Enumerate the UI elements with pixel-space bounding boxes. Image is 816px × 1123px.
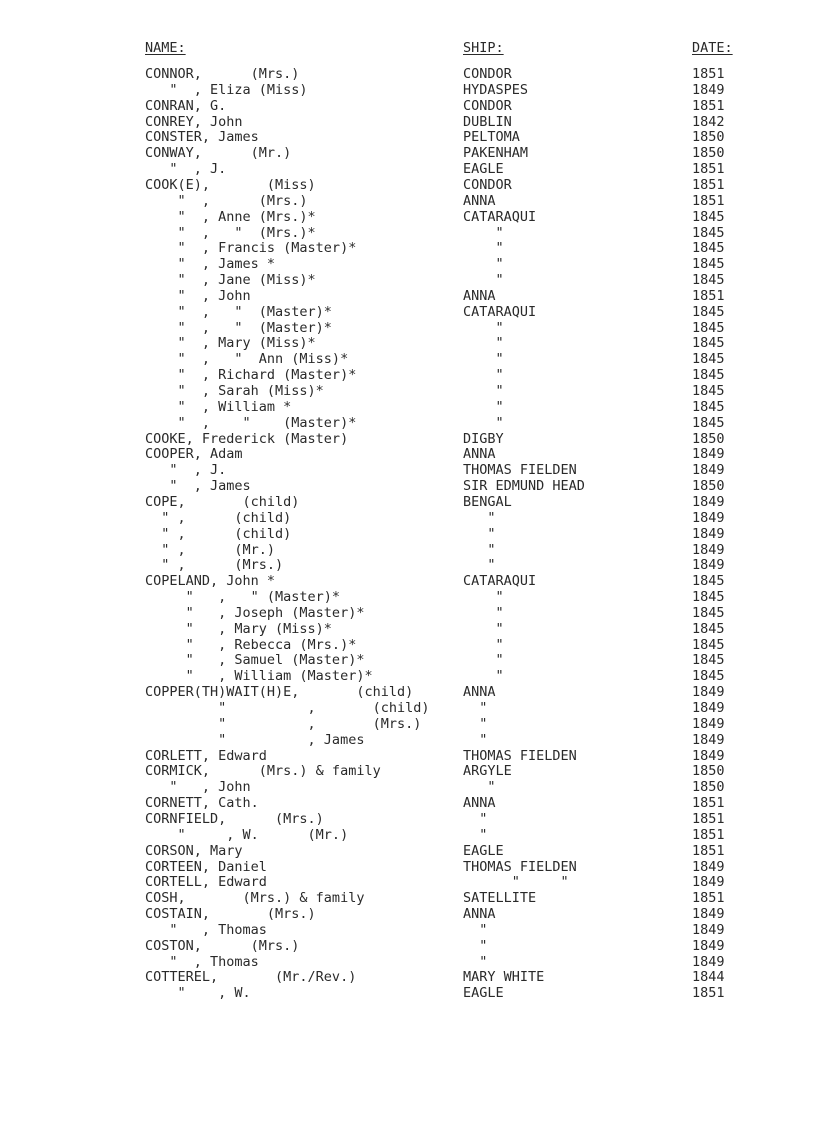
table-row [0, 367, 816, 383]
arrival-date: 1845 [692, 303, 725, 320]
passenger-name: " , (Mrs.) [145, 715, 422, 732]
ship-name: " [463, 700, 488, 716]
passenger-name: " , Joseph (Master)* [145, 604, 365, 621]
arrival-date: 1845 [692, 604, 725, 621]
arrival-date: 1845 [692, 272, 725, 289]
passenger-name: " , (child) [145, 700, 430, 716]
ship-name: " " [463, 874, 569, 891]
ship-name: ANNA [463, 906, 496, 923]
arrival-date: 1849 [692, 731, 725, 748]
passenger-name: " , Francis (Master)* [145, 240, 357, 257]
arrival-date: 1849 [692, 874, 725, 891]
ship-name: THOMAS FIELDEN [463, 462, 577, 479]
arrival-date: 1849 [692, 541, 725, 558]
table-row [0, 240, 816, 256]
arrival-date: 1851 [692, 66, 725, 82]
arrival-date: 1845 [692, 620, 725, 637]
ship-name: " [463, 953, 488, 970]
table-row [0, 177, 816, 193]
ship-name: HYDASPES [463, 81, 529, 98]
passenger-name: " , Mary (Miss)* [145, 620, 332, 637]
ship-name: PAKENHAM [463, 145, 529, 162]
arrival-date: 1845 [692, 351, 725, 368]
table-row [0, 335, 816, 351]
passenger-name: " , " (Master)* [145, 303, 332, 320]
arrival-date: 1851 [692, 842, 725, 859]
ship-name: " [463, 319, 504, 336]
passenger-name: " , Sarah (Miss)* [145, 383, 324, 399]
table-row [0, 874, 816, 890]
arrival-date: 1849 [692, 509, 725, 526]
table-row [0, 256, 816, 272]
table-row [0, 969, 816, 985]
passenger-name: COSTON, (Mrs.) [145, 937, 300, 954]
passenger-name: " , Rebecca (Mrs.)* [145, 636, 357, 653]
table-row [0, 589, 816, 605]
ship-name: " [463, 668, 504, 685]
passenger-name: COOKE, Frederick (Master) [145, 430, 349, 447]
table-row [0, 98, 816, 114]
ship-name: " [463, 715, 488, 732]
passenger-name: " , " (Master)* [145, 414, 357, 431]
ship-name: " [463, 335, 504, 352]
passenger-name: CORTELL, Edward [145, 874, 267, 891]
arrival-date: 1842 [692, 113, 725, 130]
passenger-name: " , (child) [145, 509, 292, 526]
passenger-name: " , Jane (Miss)* [145, 272, 316, 289]
table-row [0, 399, 816, 415]
arrival-date: 1849 [692, 446, 725, 463]
ship-name: ANNA [463, 287, 496, 304]
arrival-date: 1849 [692, 937, 725, 954]
header-ship: SHIP: [463, 40, 504, 56]
table-row [0, 161, 816, 177]
arrival-date: 1849 [692, 700, 725, 716]
passenger-name: COSTAIN, (Mrs.) [145, 906, 316, 923]
ship-name: CATARAQUI [463, 303, 537, 320]
ship-name: " [463, 921, 488, 938]
arrival-date: 1845 [692, 636, 725, 653]
ship-name: " [463, 620, 504, 637]
passenger-name: CONRAN, G. [145, 97, 227, 114]
ship-name: " [463, 509, 496, 526]
ship-name: " [463, 731, 488, 748]
table-row [0, 573, 816, 589]
table-row [0, 716, 816, 732]
arrival-date: 1849 [692, 921, 725, 938]
ship-name: MARY WHITE [463, 969, 545, 986]
ship-name: EAGLE [463, 161, 504, 178]
arrival-date: 1849 [692, 557, 725, 574]
ship-name: SATELLITE [463, 890, 537, 907]
passenger-name: " , Samuel (Master)* [145, 652, 365, 669]
ship-name: " [463, 240, 504, 257]
table-row [0, 938, 816, 954]
ship-name: " [463, 779, 496, 796]
table-row [0, 351, 816, 367]
table-row [0, 510, 816, 526]
passenger-name: " , Mary (Miss)* [145, 335, 316, 352]
passenger-name: " , (Mrs.) [145, 557, 284, 574]
ship-name: " [463, 636, 504, 653]
passenger-name: " , " (Master)* [145, 319, 332, 336]
ship-name: CONDOR [463, 66, 512, 82]
arrival-date: 1851 [692, 890, 725, 907]
table-row [0, 827, 816, 843]
arrival-date: 1845 [692, 208, 725, 225]
passenger-name: " , Thomas [145, 921, 267, 938]
table-row [0, 795, 816, 811]
table-row [0, 82, 816, 98]
ship-name: " [463, 351, 504, 368]
table-row [0, 288, 816, 304]
table-row [0, 526, 816, 542]
table-row [0, 922, 816, 938]
arrival-date: 1850 [692, 763, 725, 780]
arrival-date: 1845 [692, 398, 725, 415]
ship-name: THOMAS FIELDEN [463, 858, 577, 875]
table-row [0, 621, 816, 637]
passenger-name: COOPER, Adam [145, 446, 243, 463]
arrival-date: 1849 [692, 493, 725, 510]
ship-name: EAGLE [463, 985, 504, 1002]
passenger-name: " , Thomas [145, 953, 259, 970]
passenger-name: " , (Mr.) [145, 541, 276, 558]
passenger-name: COTTEREL, (Mr./Rev.) [145, 969, 357, 986]
table-row [0, 383, 816, 399]
passenger-name: " , J. [145, 161, 227, 178]
arrival-date: 1845 [692, 319, 725, 336]
arrival-date: 1845 [692, 367, 725, 384]
passenger-name: " , John [145, 779, 251, 796]
passenger-name: " , W. [145, 985, 251, 1002]
arrival-date: 1851 [692, 176, 725, 193]
arrival-date: 1850 [692, 430, 725, 447]
ship-name: SIR EDMUND HEAD [463, 478, 585, 495]
table-row [0, 209, 816, 225]
table-row [0, 637, 816, 653]
table-row [0, 906, 816, 922]
table-row [0, 114, 816, 130]
ship-name: " [463, 383, 504, 399]
arrival-date: 1849 [692, 747, 725, 764]
table-row [0, 985, 816, 1001]
ship-name: ANNA [463, 446, 496, 463]
arrival-date: 1850 [692, 129, 725, 146]
passenger-name: " , W. (Mr.) [145, 826, 349, 843]
passenger-name: CORNETT, Cath. [145, 795, 259, 812]
passenger-name: " , James [145, 478, 251, 495]
passenger-name: " , (Mrs.) [145, 192, 308, 209]
table-row [0, 557, 816, 573]
ship-name: CATARAQUI [463, 573, 537, 590]
passenger-name: COOK(E), (Miss) [145, 176, 316, 193]
table-row [0, 890, 816, 906]
ship-name: ARGYLE [463, 763, 512, 780]
ship-name: ANNA [463, 684, 496, 701]
passenger-name: COPELAND, John * [145, 573, 276, 590]
passenger-name: CORLETT, Edward [145, 747, 267, 764]
ship-name: " [463, 398, 504, 415]
arrival-date: 1849 [692, 462, 725, 479]
table-row [0, 193, 816, 209]
table-row [0, 732, 816, 748]
ship-name: " [463, 525, 496, 542]
passenger-name: " , James [145, 731, 365, 748]
table-row [0, 954, 816, 970]
passenger-name: " , J. [145, 462, 227, 479]
arrival-date: 1849 [692, 525, 725, 542]
ship-name: " [463, 937, 488, 954]
arrival-date: 1844 [692, 969, 725, 986]
arrival-date: 1845 [692, 589, 725, 606]
arrival-date: 1845 [692, 335, 725, 352]
table-row [0, 304, 816, 320]
ship-name: " [463, 557, 496, 574]
passenger-name: CONREY, John [145, 113, 243, 130]
passenger-name: CORNFIELD, (Mrs.) [145, 810, 324, 827]
table-row [0, 652, 816, 668]
table-row [0, 66, 816, 82]
arrival-date: 1851 [692, 287, 725, 304]
passenger-name: " , " Ann (Miss)* [145, 351, 349, 368]
arrival-date: 1851 [692, 192, 725, 209]
table-row [0, 431, 816, 447]
arrival-date: 1849 [692, 953, 725, 970]
column-headers [0, 40, 816, 56]
arrival-date: 1851 [692, 985, 725, 1002]
table-row [0, 446, 816, 462]
table-row [0, 843, 816, 859]
passenger-name: COPPER(TH)WAIT(H)E, (child) [145, 684, 414, 701]
arrival-date: 1850 [692, 145, 725, 162]
table-row [0, 859, 816, 875]
table-row [0, 415, 816, 431]
arrival-date: 1850 [692, 779, 725, 796]
ship-name: " [463, 541, 496, 558]
arrival-date: 1851 [692, 795, 725, 812]
passenger-name: " , " (Master)* [145, 589, 341, 606]
ship-name: " [463, 826, 488, 843]
arrival-date: 1845 [692, 256, 725, 273]
passenger-name: CONNOR, (Mrs.) [145, 66, 300, 82]
arrival-date: 1849 [692, 81, 725, 98]
header-date: DATE: [692, 40, 733, 56]
passenger-name: CORTEEN, Daniel [145, 858, 267, 875]
passenger-name: CONWAY, (Mr.) [145, 145, 292, 162]
passenger-name: " , James * [145, 256, 276, 273]
ship-name: DUBLIN [463, 113, 512, 130]
passenger-name: " , John [145, 287, 251, 304]
table-row [0, 605, 816, 621]
table-row [0, 779, 816, 795]
arrival-date: 1845 [692, 240, 725, 257]
ship-name: ANNA [463, 192, 496, 209]
arrival-date: 1851 [692, 826, 725, 843]
table-row [0, 811, 816, 827]
table-row [0, 668, 816, 684]
arrival-date: 1845 [692, 668, 725, 685]
arrival-date: 1850 [692, 478, 725, 495]
ship-name: " [463, 256, 504, 273]
arrival-date: 1849 [692, 858, 725, 875]
table-row [0, 225, 816, 241]
ship-name: EAGLE [463, 842, 504, 859]
arrival-date: 1845 [692, 652, 725, 669]
table-row [0, 684, 816, 700]
ship-name: THOMAS FIELDEN [463, 747, 577, 764]
passenger-name: " , Richard (Master)* [145, 367, 357, 384]
ship-name: CATARAQUI [463, 208, 537, 225]
ship-name: PELTOMA [463, 129, 520, 146]
passenger-name: CORMICK, (Mrs.) & family [145, 763, 381, 780]
passenger-name: COPE, (child) [145, 493, 300, 510]
passenger-name: " , William * [145, 398, 292, 415]
passenger-name: CORSON, Mary [145, 842, 243, 859]
header-name: NAME: [145, 40, 186, 56]
ship-name: " [463, 272, 504, 289]
ship-name: " [463, 589, 504, 606]
passenger-name: " , " (Mrs.)* [145, 224, 316, 241]
table-row [0, 320, 816, 336]
ship-name: CONDOR [463, 176, 512, 193]
arrival-date: 1849 [692, 906, 725, 923]
arrival-date: 1845 [692, 414, 725, 431]
table-row [0, 272, 816, 288]
table-row [0, 462, 816, 478]
table-row [0, 478, 816, 494]
ship-name: DIGBY [463, 430, 504, 447]
arrival-date: 1851 [692, 810, 725, 827]
passenger-name: " , Eliza (Miss) [145, 81, 308, 98]
arrival-date: 1845 [692, 224, 725, 241]
ship-name: " [463, 652, 504, 669]
arrival-date: 1845 [692, 383, 725, 399]
ship-name: CONDOR [463, 97, 512, 114]
ship-name: " [463, 224, 504, 241]
ship-name: ANNA [463, 795, 496, 812]
table-row [0, 129, 816, 145]
arrival-date: 1849 [692, 715, 725, 732]
passenger-name: CONSTER, James [145, 129, 259, 146]
passenger-name: " , Anne (Mrs.)* [145, 208, 316, 225]
ship-name: " [463, 414, 504, 431]
table-row [0, 748, 816, 764]
ship-name: " [463, 604, 504, 621]
arrival-date: 1849 [692, 684, 725, 701]
table-row [0, 494, 816, 510]
table-row [0, 145, 816, 161]
ship-name: BENGAL [463, 493, 512, 510]
ship-name: " [463, 810, 488, 827]
ship-name: " [463, 367, 504, 384]
table-row [0, 763, 816, 779]
arrival-date: 1845 [692, 573, 725, 590]
table-row [0, 700, 816, 716]
passenger-name: " , (child) [145, 525, 292, 542]
passenger-name: " , William (Master)* [145, 668, 373, 685]
arrival-date: 1851 [692, 97, 725, 114]
table-row [0, 542, 816, 558]
arrival-date: 1851 [692, 161, 725, 178]
passenger-name: COSH, (Mrs.) & family [145, 890, 365, 907]
